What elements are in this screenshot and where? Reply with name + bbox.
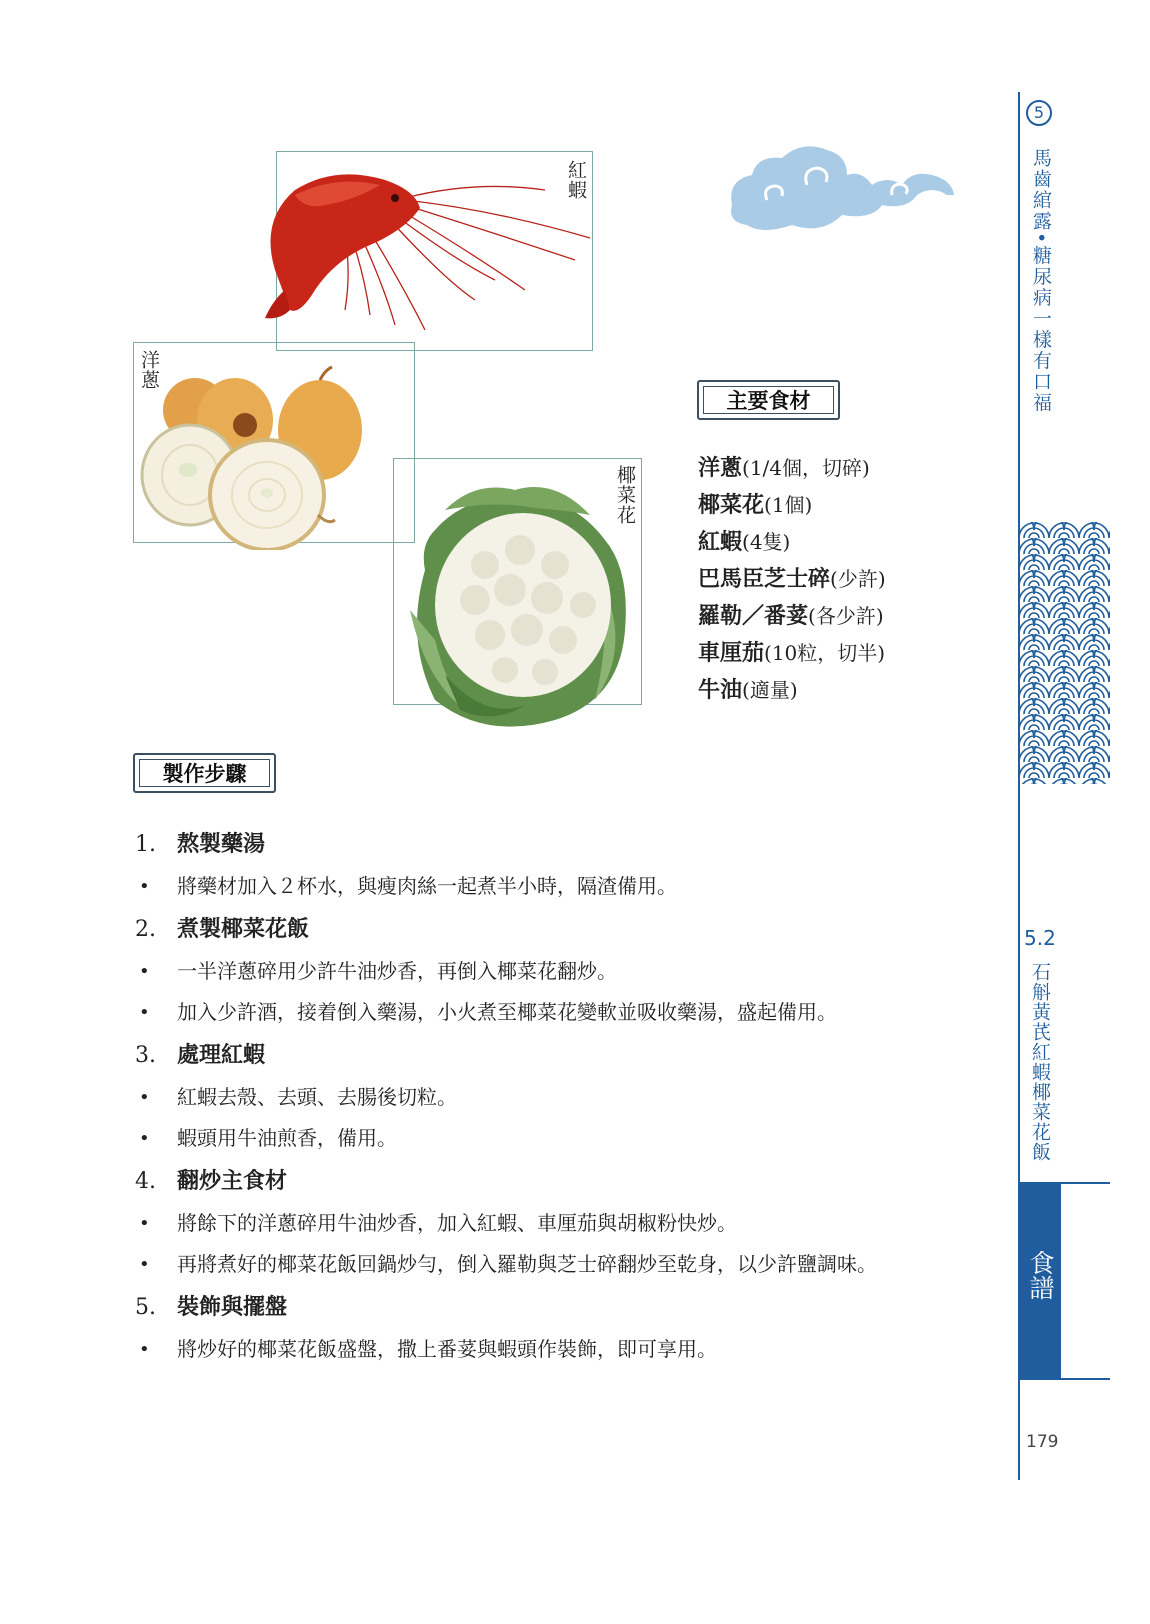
ingredients-title-box [697,380,840,420]
onion-label: 洋蔥 [138,350,160,390]
section-title: 石斛黃芪紅蝦椰菜花飯 [1029,962,1051,1162]
chapter-number-badge: 5 [1026,100,1052,126]
step-heading: 3. 處理紅蝦 [135,1042,266,1068]
ingredients-title: 主要食材 [726,389,811,413]
red-shrimp-image [255,160,595,335]
ingredient-item: 車厘茄(10粒，切半) [698,640,886,666]
steps-title: 製作步驟 [162,762,247,786]
step-bullet: • 將餘下的洋蔥碎用牛油炒香，加入紅蝦、車厘茄與胡椒粉快炒。 [135,1203,995,1244]
steps-list [135,822,995,1370]
ingredient-item: 巴馬臣芝士碎(少許) [698,566,886,592]
onion-image [140,365,380,550]
section-number: 5.2 [1024,926,1056,950]
steps-title-box [133,753,276,793]
ingredient-item: 羅勒／番荽(各少許) [698,603,884,629]
cauliflower-image [405,480,630,735]
cloud-ornament [722,140,957,240]
ingredient-item: 椰菜花(1個) [698,492,813,518]
step-bullet: • 加入少許酒，接着倒入藥湯，小火煮至椰菜花變軟並吸收藥湯，盛起備用。 [135,992,995,1033]
page-number: 179 [1026,1432,1059,1452]
recipe-tab-label: 食譜 [1026,1250,1055,1300]
step-bullet: • 蝦頭用牛油煎香，備用。 [135,1118,995,1159]
ingredients-list [698,450,886,709]
ingredient-item: 紅蝦(4隻) [698,529,791,555]
cauliflower-label: 椰菜花 [614,465,636,525]
wave-pattern [1019,522,1110,784]
chapter-title: 馬齒綰露•糖尿病一樣有口福 [1030,148,1052,414]
step-heading: 5. 裝飾與擺盤 [135,1294,288,1320]
ingredient-item: 洋蔥(1/4個，切碎) [698,455,870,481]
step-heading: 1. 熬製藥湯 [135,831,266,857]
step-heading: 2. 煮製椰菜花飯 [135,916,310,942]
step-bullet: • 再將煮好的椰菜花飯回鍋炒勻，倒入羅勒與芝士碎翻炒至乾身，以少許鹽調味。 [135,1244,995,1285]
ingredient-item: 牛油(適量) [698,677,798,703]
step-bullet: • 紅蝦去殼、去頭、去腸後切粒。 [135,1077,995,1118]
step-bullet: • 將藥材加入２杯水，與瘦肉絲一起煮半小時，隔渣備用。 [135,866,995,907]
step-heading: 4. 翻炒主食材 [135,1168,288,1194]
shrimp-label: 紅蝦 [565,160,587,200]
step-bullet: • 將炒好的椰菜花飯盛盤，撒上番荽與蝦頭作裝飾，即可享用。 [135,1329,995,1370]
step-bullet: • 一半洋蔥碎用少許牛油炒香，再倒入椰菜花翻炒。 [135,951,995,992]
tab-bottom-rule [1019,1378,1110,1380]
